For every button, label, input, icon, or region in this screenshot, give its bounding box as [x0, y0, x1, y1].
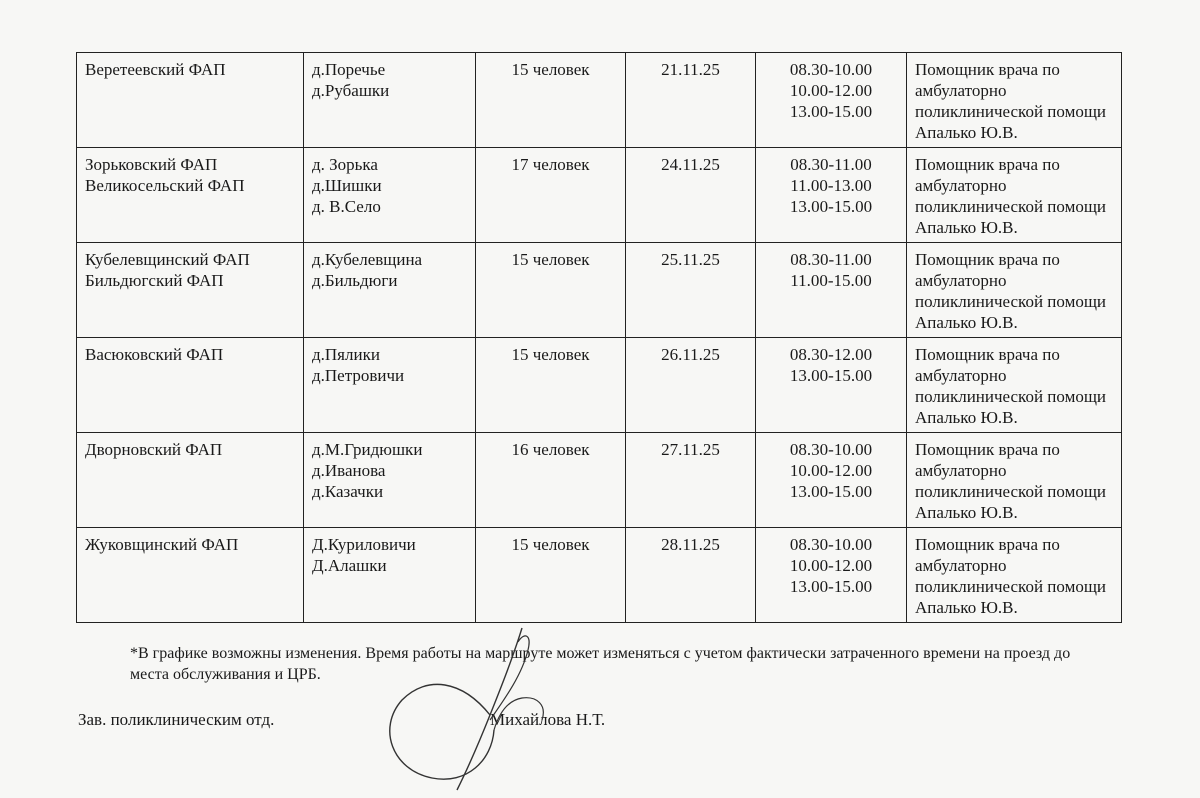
villages-cell-line: Д.Куриловичи: [312, 535, 416, 554]
signatory-name: Михайлова Н.Т.: [490, 710, 606, 729]
villages-cell-line: д.Пялики: [312, 345, 380, 364]
villages-cell-line: д.Шишки: [312, 176, 382, 195]
responsible-cell: [907, 338, 1122, 433]
responsible-cell-line: Помощник врача по: [915, 60, 1060, 79]
fap-cell-line: Кубелевщинский ФАП: [85, 250, 250, 269]
responsible-cell-line: Апалько Ю.В.: [915, 123, 1018, 142]
responsible-cell-line: Помощник врача по: [915, 535, 1060, 554]
fap-cell-line: Веретеевский ФАП: [85, 60, 226, 79]
responsible-cell-line: Апалько Ю.В.: [915, 598, 1018, 617]
fap-cell-line: Васюковский ФАП: [85, 345, 224, 364]
responsible-cell-line: амбулаторно: [915, 461, 1007, 480]
responsible-cell-line: Помощник врача по: [915, 440, 1060, 459]
villages-cell: [304, 53, 476, 148]
times-cell: [756, 528, 907, 623]
fap-cell: [77, 148, 304, 243]
villages-cell-line: Д.Алашки: [312, 556, 387, 575]
responsible-cell-line: поликлинической помощи: [915, 102, 1107, 121]
villages-cell-line: д.Иванова: [312, 461, 386, 480]
responsible-cell-line: Апалько Ю.В.: [915, 218, 1018, 237]
count-cell: 16 человек: [476, 433, 626, 528]
responsible-cell-line: амбулаторно: [915, 366, 1007, 385]
responsible-cell: [907, 243, 1122, 338]
times-cell-line: 08.30-12.00: [789, 345, 873, 364]
villages-cell: [304, 338, 476, 433]
times-cell-line: 08.30-10.00: [789, 535, 873, 554]
times-cell-line: 08.30-11.00: [790, 155, 872, 174]
responsible-cell-line: Помощник врача по: [915, 155, 1060, 174]
responsible-cell-line: амбулаторно: [915, 556, 1007, 575]
times-cell: [756, 433, 907, 528]
date-cell: 26.11.25: [626, 338, 756, 433]
date-cell: 24.11.25: [626, 148, 756, 243]
villages-cell-line: д.Казачки: [312, 482, 384, 501]
times-cell-line: 13.00-15.00: [789, 577, 873, 596]
date-cell: 27.11.25: [626, 433, 756, 528]
times-cell: [756, 338, 907, 433]
responsible-cell-line: поликлинической помощи: [915, 292, 1107, 311]
responsible-cell-line: амбулаторно: [915, 176, 1007, 195]
times-cell-line: 08.30-10.00: [789, 60, 873, 79]
times-cell-line: 13.00-15.00: [789, 482, 873, 501]
fap-cell: [77, 338, 304, 433]
table-row: [77, 53, 1122, 148]
responsible-cell-line: поликлинической помощи: [915, 482, 1107, 501]
fap-cell: [77, 243, 304, 338]
table-row: [77, 243, 1122, 338]
villages-cell-line: д. В.Село: [312, 197, 381, 216]
count-cell: 15 человек: [476, 528, 626, 623]
villages-cell-line: д.Рубашки: [312, 81, 390, 100]
count-cell: 15 человек: [476, 338, 626, 433]
villages-cell: [304, 243, 476, 338]
date-cell: 25.11.25: [626, 243, 756, 338]
responsible-cell-line: поликлинической помощи: [915, 197, 1107, 216]
signatory-position: Зав. поликлиническим отд.: [78, 710, 275, 729]
villages-cell: [304, 528, 476, 623]
responsible-cell: [907, 53, 1122, 148]
times-cell: [756, 148, 907, 243]
fap-cell-line: Бильдюгский ФАП: [85, 271, 224, 290]
times-cell-line: 10.00-12.00: [789, 556, 873, 575]
date-cell: 28.11.25: [626, 528, 756, 623]
villages-cell-line: д.Кубелевщина: [312, 250, 423, 269]
count-cell: 15 человек: [476, 53, 626, 148]
responsible-cell-line: амбулаторно: [915, 271, 1007, 290]
times-cell: [756, 243, 907, 338]
handwritten-signature: [372, 620, 562, 795]
fap-cell: [77, 53, 304, 148]
fap-cell: [77, 528, 304, 623]
villages-cell-line: д.М.Гридюшки: [312, 440, 423, 459]
table-row: [77, 433, 1122, 528]
villages-cell-line: д.Поречье: [312, 60, 386, 79]
responsible-cell: [907, 433, 1122, 528]
responsible-cell-line: Помощник врача по: [915, 250, 1060, 269]
villages-cell-line: д. Зорька: [312, 155, 378, 174]
table-row: [77, 338, 1122, 433]
table-row: [77, 528, 1122, 623]
times-cell-line: 11.00-15.00: [790, 271, 872, 290]
fap-cell-line: Жуковщинский ФАП: [85, 535, 239, 554]
times-cell: [756, 53, 907, 148]
responsible-cell: [907, 148, 1122, 243]
count-cell: 17 человек: [476, 148, 626, 243]
times-cell-line: 13.00-15.00: [789, 366, 873, 385]
villages-cell: [304, 148, 476, 243]
responsible-cell-line: Апалько Ю.В.: [915, 313, 1018, 332]
responsible-cell-line: Апалько Ю.В.: [915, 408, 1018, 427]
fap-cell: [77, 433, 304, 528]
times-cell-line: 13.00-15.00: [789, 102, 873, 121]
times-cell-line: 08.30-11.00: [790, 250, 872, 269]
schedule-table: [76, 52, 1122, 623]
responsible-cell-line: поликлинической помощи: [915, 577, 1107, 596]
footnote: *В графике возможны изменения. Время работы на маршруте может изменяться с учетом фактически затраченного времени на проезд до места обслуживания и ЦРБ.: [130, 645, 1071, 683]
schedule-table-body: [77, 53, 1122, 623]
fap-cell-line: Дворновский ФАП: [85, 440, 223, 459]
responsible-cell-line: поликлинической помощи: [915, 387, 1107, 406]
responsible-cell-line: Апалько Ю.В.: [915, 503, 1018, 522]
times-cell-line: 13.00-15.00: [789, 197, 873, 216]
responsible-cell: [907, 528, 1122, 623]
times-cell-line: 10.00-12.00: [789, 81, 873, 100]
table-row: [77, 148, 1122, 243]
date-cell: 21.11.25: [626, 53, 756, 148]
times-cell-line: 10.00-12.00: [789, 461, 873, 480]
villages-cell-line: д.Петровичи: [312, 366, 405, 385]
responsible-cell-line: амбулаторно: [915, 81, 1007, 100]
times-cell-line: 08.30-10.00: [789, 440, 873, 459]
times-cell-line: 11.00-13.00: [790, 176, 872, 195]
villages-cell-line: д.Бильдюги: [312, 271, 398, 290]
responsible-cell-line: Помощник врача по: [915, 345, 1060, 364]
count-cell: 15 человек: [476, 243, 626, 338]
villages-cell: [304, 433, 476, 528]
fap-cell-line: Зорьковский ФАП: [85, 155, 218, 174]
fap-cell-line: Великосельский ФАП: [85, 176, 245, 195]
